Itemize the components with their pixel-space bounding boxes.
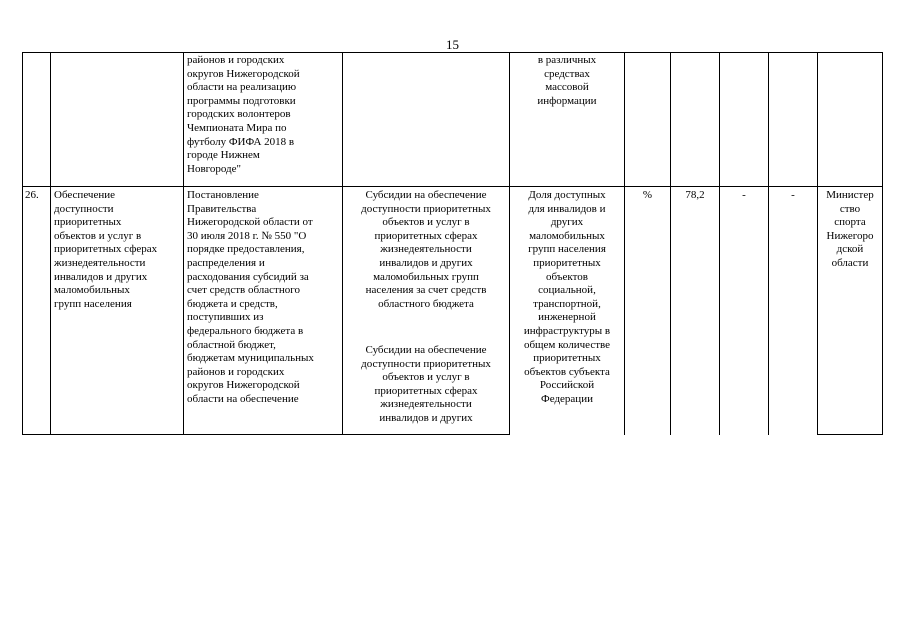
- row2-unit-cell: %: [642, 189, 653, 201]
- row-divider: [22, 186, 883, 187]
- page-number: 15: [446, 37, 459, 52]
- table-bottom-border-left: [22, 434, 510, 435]
- col-border: [768, 52, 769, 435]
- row2-document-cell: Постановление Правительства Нижегородской области от 30 июля 2018 г. № 550 "О порядке предоставления, распределения и расходования субсидий за счет средств областного бюджета и средств, поступивших из федерального бюджета в областной бюджет, бюджетам муниципальных районов и городских округов Нижегородской области на обеспечение: [187, 189, 314, 405]
- row2-subsidy-cell: Субсидии на обеспечение доступности приоритетных объектов и услуг в приоритетных сферах жизнедеятельности инвалидов и других маломобильных групп населения за счет средств областного бюджета: [361, 189, 491, 310]
- row2-responsible-cell: Министер ство спорта Нижегоро дской области: [826, 189, 874, 269]
- col-border: [50, 52, 51, 435]
- row2-value-cell: 78,2: [685, 189, 705, 201]
- col-border: [624, 52, 625, 435]
- row2-col8-cell: -: [742, 189, 746, 201]
- col-border: [22, 52, 23, 435]
- row2-number-cell: 26.: [25, 189, 39, 201]
- row1-indicator-cell: в различных средствах массовой информации: [537, 54, 597, 107]
- col-border: [670, 52, 671, 435]
- row1-document-cell: районов и городских округов Нижегородской области на реализацию программы подготовки городских волонтеров Чемпионата Мира по футболу ФИФА 2018 в городе Нижнем Новгороде": [187, 54, 300, 175]
- row2-subsidy2-cell: Субсидии на обеспечение доступности приоритетных объектов и услуг в приоритетных сферах жизнедеятельности инвалидов и других: [361, 344, 491, 424]
- row2-col9-cell: -: [791, 189, 795, 201]
- table-bottom-border-right: [817, 434, 883, 435]
- row2-name-cell: Обеспечение доступности приоритетных объектов и услуг в приоритетных сферах жизнедеятельности инвалидов и других маломобильных групп населения: [54, 189, 158, 310]
- row2-indicator-cell: Доля доступных для инвалидов и других маломобильных групп населения приоритетных объектов социальной, транспортной, инженерной инфраструктуры в общем количестве приоритетных объектов субъекта Российской Федерации: [523, 189, 611, 405]
- col-border: [183, 52, 184, 435]
- col-border: [882, 52, 883, 435]
- table-top-border: [22, 52, 883, 53]
- col-border: [719, 52, 720, 435]
